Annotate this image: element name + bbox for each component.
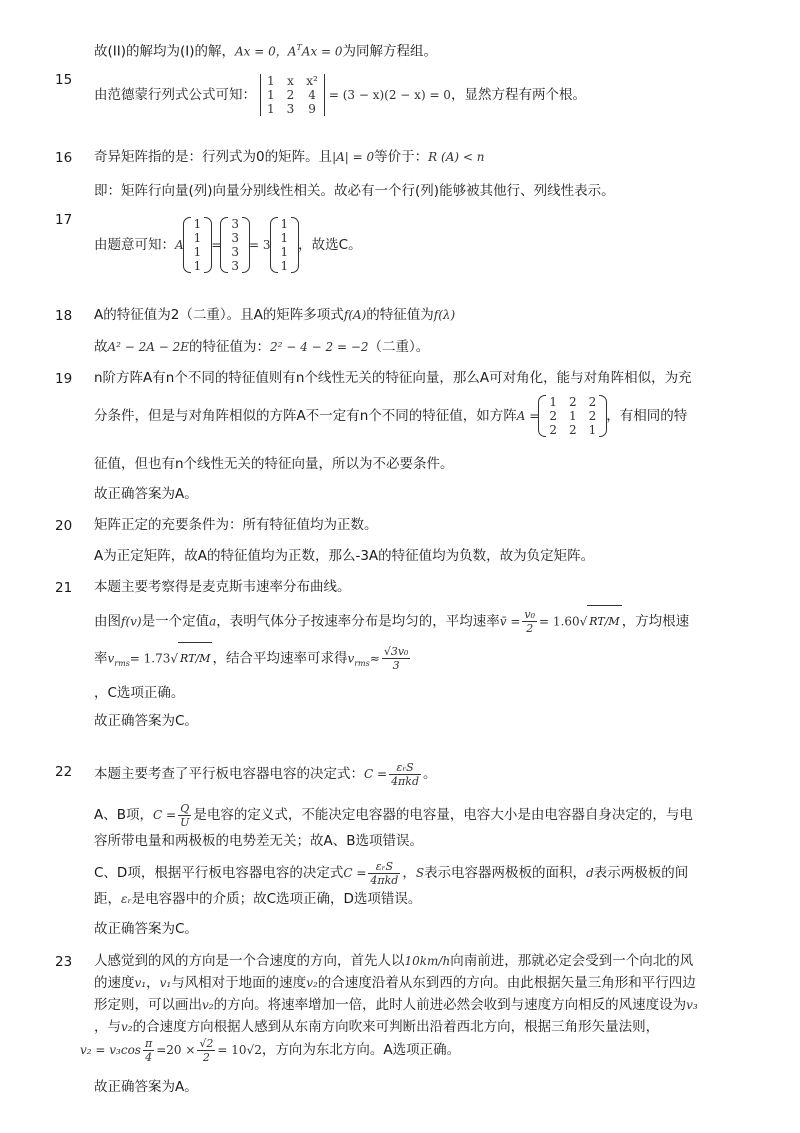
q23-math-5: v₂	[202, 998, 214, 1012]
matrix-cell: 1	[267, 88, 275, 102]
q22-text-8: 表示两极板的间	[593, 865, 689, 881]
q16-math-1: |A| = 0	[332, 150, 375, 164]
matrix-cell: 1	[267, 102, 275, 116]
q22-text-7: 表示电容器两极板的面积，	[424, 865, 587, 881]
q18-math-1: f(A)	[343, 308, 367, 322]
q17-math-a: A	[175, 238, 184, 252]
q21-text-6: ，结合平均速率可求得	[212, 650, 348, 667]
q22-text-1: 本题主要考查了平行板电容器电容的决定式：	[94, 766, 364, 782]
q21-line-1: 本题主要考察得是麦克斯韦速率分布曲线。	[94, 579, 351, 595]
vector-cell: 1	[280, 259, 289, 273]
vector-cell: 3	[231, 231, 240, 245]
vector-cell: 1	[193, 259, 202, 273]
q16-text-2: 等价于：	[374, 149, 429, 165]
vector-row	[275, 245, 295, 259]
matrix-cell: 2	[588, 395, 597, 409]
q22-frac1-bottom: 4πkd	[391, 774, 419, 788]
vector-cell: 3	[231, 245, 240, 259]
q16-line-1	[94, 146, 760, 168]
q22-text-9: 距，	[94, 891, 121, 907]
matrix-cell: 9	[308, 102, 316, 116]
q22-line-2	[94, 800, 760, 830]
vector-cell: 1	[193, 217, 202, 231]
intro-text-2: 为同解方程组。	[342, 43, 438, 60]
q19-line-3: 征值，但也有n个线性无关的特征向量，所以为不必要条件。	[94, 456, 454, 472]
q17-text-2: ，故选C。	[298, 237, 362, 253]
q21-math-8: ≈	[369, 651, 380, 666]
q22-text-6: ，	[402, 865, 416, 881]
q23-text-4: ，	[146, 975, 160, 991]
q21-text-2: 是一个定值	[141, 613, 210, 630]
q15-line	[94, 68, 760, 122]
intro-math-1: Ax = 0，A	[235, 44, 297, 59]
q18-text-2: 的特征值为	[366, 307, 434, 323]
q22-frac3-bottom: 4πkd	[370, 873, 399, 887]
vector-row	[225, 217, 245, 231]
q17-number: 17	[55, 212, 73, 228]
q21-line-4: ，C选项正确。	[94, 685, 185, 701]
q21-number: 21	[55, 580, 73, 596]
q23-line-3	[94, 994, 760, 1016]
q22-frac3-top: εᵣS	[368, 860, 400, 874]
q23-text-2: 向南前进，那就必定会受到一个向北的风	[450, 953, 694, 969]
q23-text-3: 的速度	[94, 975, 135, 991]
q23-line-2	[94, 972, 760, 994]
q21-frac2-top: √3v₀	[383, 645, 409, 658]
vector-row	[275, 217, 295, 231]
vector-row	[188, 259, 208, 273]
matrix-row	[543, 395, 602, 409]
q23-math-10: = 10√2	[217, 1043, 262, 1057]
q21-sub-2: rms	[354, 659, 370, 669]
q22-math-3: C =	[343, 866, 367, 880]
q21-math-1: f(v)	[121, 614, 142, 629]
intro-math-2: Ax = 0	[301, 44, 343, 59]
q23-line-1	[94, 950, 760, 972]
q15-math: = (3 − x)(2 − x) = 0	[328, 88, 451, 102]
q19-line-2	[94, 388, 760, 444]
q23-text-5: 与风相对于地面的速度	[171, 975, 307, 991]
q21-math-3: v̄ =	[499, 614, 521, 629]
q23-math-8: v₂ = v₃cos	[80, 1043, 141, 1057]
matrix-row	[261, 102, 325, 116]
q22-line-4	[94, 858, 760, 888]
q22-answer: 故正确答案为C。	[94, 921, 198, 937]
q18-line-2	[94, 336, 760, 358]
q22-math-2: C =	[153, 808, 177, 822]
q23-answer: 故正确答案为A。	[94, 1079, 198, 1095]
q18-math-4: 2² − 4 − 2 = −2	[270, 340, 369, 354]
q21-sqrt-2: RT/M	[178, 642, 212, 675]
q16-line-2: 即：矩阵行向量(列)向量分别线性相关。故必有一个行(列)能够被其他行、列线性表示。	[94, 183, 615, 199]
q18-text-5: （二重）。	[368, 339, 430, 355]
q22-frac2-bottom: U	[180, 815, 190, 829]
q21-fraction-2	[382, 645, 411, 672]
q22-line-5	[94, 888, 760, 910]
vector-row	[188, 217, 208, 231]
intro-line	[94, 37, 760, 63]
q23-text-7: 形定则，可以画出	[94, 997, 202, 1013]
q21-sub-1: rms	[114, 659, 130, 669]
q22-line-3: 容所带电量和两极板的电势差无关；故A、B选项错误。	[94, 833, 423, 849]
q17-line	[94, 215, 760, 275]
q22-fraction-3	[368, 860, 400, 887]
q23-math-6: v₃	[686, 998, 698, 1012]
q22-fraction-1	[389, 761, 421, 788]
q18-number: 18	[55, 308, 73, 324]
q23-text-9: ，与	[94, 1019, 121, 1035]
matrix-cell: 1	[267, 74, 275, 88]
q22-number: 22	[55, 764, 73, 780]
matrix-cell: 2	[549, 423, 557, 437]
q21-math-4: = 1.60	[539, 614, 580, 629]
vector-cell: 1	[280, 217, 289, 231]
matrix-cell: 2	[568, 423, 577, 437]
q23-frac2-bottom: 2	[202, 1050, 210, 1064]
vector-row	[188, 231, 208, 245]
matrix-cell: 3	[286, 102, 295, 116]
vector-cell: 1	[280, 245, 289, 259]
q22-math-1: C =	[364, 767, 388, 781]
q16-text-1: 奇异矩阵指的是：行列式为0的矩阵。且	[94, 149, 333, 165]
q23-frac1-bottom: 4	[145, 1050, 153, 1064]
q21-frac2-bottom: 3	[392, 659, 400, 672]
q21-math-6: = 1.73	[129, 651, 171, 666]
q21-text-3: ，表明气体分子按速率分布是均匀的，平均速率	[216, 613, 500, 630]
matrix-cell: 1	[588, 423, 597, 437]
intro-math-sup: T	[296, 43, 302, 52]
q23-text-10: 的合速度方向根据人感到从东南方向吹来可判断出沿着西北方向，根据三角形矢量法则，	[132, 1019, 660, 1035]
q22-math-5: d	[586, 866, 594, 880]
q20-line-2: A为正定矩阵，故A的特征值均为正数，那么-3A的特征值均为负数，故为负定矩阵。	[94, 548, 595, 564]
q20-line-1: 矩阵正定的充要条件为：所有特征值均为正数。	[94, 517, 378, 533]
q18-math-2: f(λ)	[433, 308, 456, 322]
q17-vector-1	[188, 217, 208, 273]
q23-fraction-1	[143, 1037, 154, 1064]
q23-math-2: v₁	[134, 976, 147, 990]
vector-row	[225, 245, 245, 259]
q21-answer: 故正确答案为C。	[94, 713, 198, 729]
q21-line-3: 率$v_{rms}= 1.73√$ RT/M ，结合平均速率可求得$v_{rms}\approx$ $\frac{\text{√3v₀}}{3}$	[94, 642, 760, 680]
q23-frac1-top: π	[144, 1036, 153, 1050]
q23-frac2-top: √2	[199, 1036, 214, 1050]
q16-math-2: R (A) < n	[428, 150, 485, 164]
matrix-cell: 2	[588, 409, 597, 423]
matrix-cell: x²	[306, 74, 318, 88]
q19-text-2: ，有相同的特	[606, 408, 688, 424]
q23-math-3: v₁	[159, 976, 172, 990]
vector-row	[275, 231, 295, 245]
q23-math-1: 10km/h	[404, 954, 451, 968]
vector-cell: 3	[231, 217, 240, 231]
q19-answer: 故正确答案为A。	[94, 486, 198, 502]
q23-text-11: ，方向为东北方向。A选项正确。	[261, 1042, 461, 1058]
q17-vector-3	[275, 217, 295, 273]
q19-matrix	[543, 395, 602, 437]
q15-text-1: 由范德蒙行列式公式可知：	[94, 87, 256, 103]
q19-number: 19	[55, 371, 73, 387]
matrix-row	[543, 423, 602, 437]
q17-equals: =	[211, 238, 222, 252]
q18-text-1: A的特征值为2（二重）。且A的矩阵多项式	[94, 307, 344, 323]
q21-fraction-1	[522, 608, 537, 635]
q22-text-10: 是电容器中的介质；故C选项正确，D选项错误。	[131, 891, 422, 907]
q21-frac-bottom: 2	[526, 622, 534, 635]
q22-text-2: 。	[423, 766, 437, 782]
q17-vector-2	[225, 217, 245, 273]
q15-text-2: ，显然方程有两个根。	[450, 87, 586, 103]
q18-line-1	[94, 304, 760, 326]
q21-math-7: v	[347, 651, 355, 666]
q18-math-3: A² − 2A − 2E	[107, 340, 190, 354]
q23-number: 23	[55, 954, 73, 970]
q17-equals-3: = 3	[249, 238, 271, 252]
q23-text-1: 人感觉到的风的方向是一个合速度的方向，首先人以	[94, 953, 405, 969]
vector-cell: 3	[231, 259, 240, 273]
q21-text-1: 由图	[94, 613, 121, 630]
q22-text-3: A、B项，	[94, 807, 153, 823]
q22-fraction-2	[178, 802, 191, 829]
q23-fraction-2	[197, 1037, 215, 1064]
matrix-cell: 4	[308, 88, 316, 102]
q23-line-5	[80, 1033, 760, 1067]
matrix-row	[543, 409, 602, 423]
q19-math-1: A =	[516, 409, 540, 423]
q21-sqrt-1: RT/M	[587, 605, 621, 638]
q15-number: 15	[55, 72, 73, 88]
matrix-cell: 1	[549, 395, 557, 409]
q23-text-6: 的合速度沿着从东到西的方向。由此根据矢量三角形和平行四边	[317, 975, 696, 991]
q21-text-5: 率	[94, 650, 108, 667]
q19-line-1: n阶方阵A有n个不同的特征值则有n个线性无关的特征向量，那么A可对角化，能与对角阵相似，为充	[94, 370, 692, 386]
q18-text-3: 故	[94, 339, 108, 355]
q19-text-1: 分条件，但是与对角阵相似的方阵A不一定有n个不同的特征值，如方阵	[94, 408, 517, 424]
q23-math-4: v₂	[306, 976, 318, 990]
matrix-cell: 2	[549, 409, 557, 423]
q16-number: 16	[55, 150, 73, 166]
vector-cell: 1	[193, 231, 202, 245]
vector-row	[225, 259, 245, 273]
q22-math-6: εᵣ	[121, 892, 132, 906]
vector-row	[225, 231, 245, 245]
q22-text-4: 是电容的定义式，不能决定电容器的电容量，电容大小是由电容器自身决定的，与电	[193, 807, 693, 823]
q22-text-5: C、D项，根据平行板电容器电容的决定式	[94, 865, 344, 881]
q23-text-8: 的方向。将速率增加一倍，此时人前进必然会收到与速度方向相反的风速度设为	[213, 997, 687, 1013]
matrix-cell: 1	[568, 409, 577, 423]
matrix-cell: 2	[286, 88, 295, 102]
intro-text-1: 故(II)的解均为(I)的解，	[94, 43, 236, 60]
q21-frac-top: v₀	[524, 608, 536, 621]
q15-determinant	[260, 74, 325, 116]
q17-text-1: 由题意可知：	[94, 237, 175, 253]
vector-row	[188, 245, 208, 259]
q21-text-4: ，方均根速	[621, 613, 690, 630]
q20-number: 20	[55, 518, 73, 534]
q23-math-7: v₂	[121, 1020, 133, 1034]
vector-row	[275, 259, 295, 273]
q21-math-5: v	[107, 651, 115, 666]
vector-cell: 1	[280, 231, 289, 245]
matrix-row	[261, 74, 325, 88]
matrix-cell: 2	[568, 395, 577, 409]
q22-frac2-top: Q	[178, 802, 191, 816]
q22-math-4: S	[415, 866, 425, 880]
matrix-cell: x	[287, 74, 294, 88]
matrix-row	[261, 88, 325, 102]
q21-math-2: a	[209, 614, 217, 629]
q23-math-9: =20 ×	[156, 1043, 196, 1057]
vector-cell: 1	[193, 245, 202, 259]
q22-frac1-top: εᵣS	[389, 761, 421, 775]
q21-line-2: 由图f(v)是一个定值a，表明气体分子按速率分布是均匀的，平均速率v̄ = $\frac{\text{v₀}}{2}$ = 1.60√ RT/M ，方均根速	[94, 605, 760, 638]
q18-text-4: 的特征值为：	[189, 339, 271, 355]
q22-line-1	[94, 757, 760, 791]
